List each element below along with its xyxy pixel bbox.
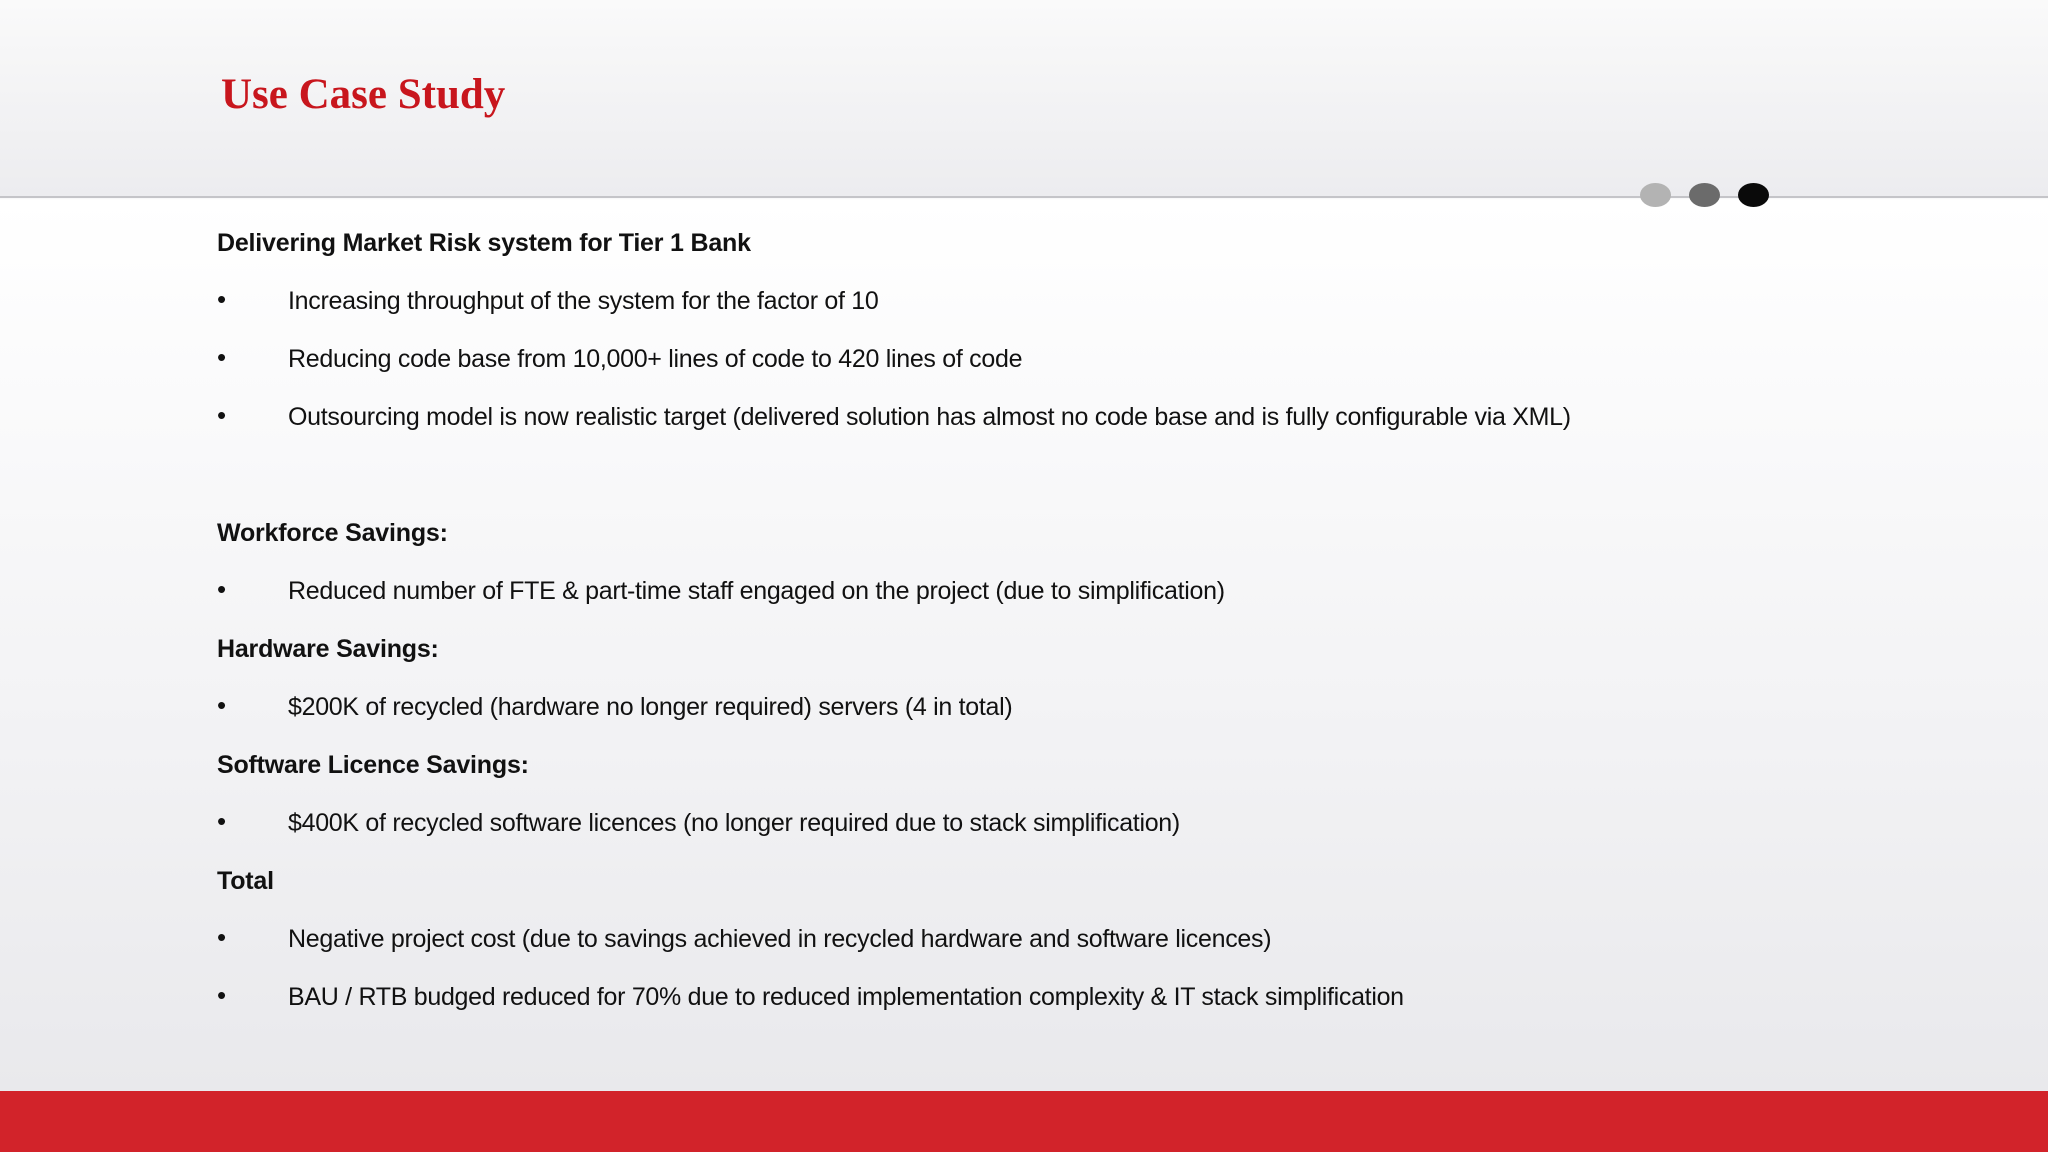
bullet-text: Reduced number of FTE & part-time staff engaged on the project (due to simplification)	[288, 577, 1225, 605]
bullet-icon: •	[217, 400, 227, 430]
bullet-text: $200K of recycled (hardware no longer required) servers (4 in total)	[288, 693, 1013, 721]
bullet-text: $400K of recycled software licences (no longer required due to stack simplification)	[288, 809, 1180, 837]
section-spacer	[217, 457, 1917, 515]
section-heading-market-risk: Delivering Market Risk system for Tier 1 Bank	[217, 229, 751, 257]
bullet-icon: •	[217, 284, 227, 314]
bullet-item	[217, 341, 1917, 399]
bullet-item	[217, 399, 1917, 457]
section-heading-workforce: Workforce Savings:	[217, 519, 448, 547]
bullet-icon: •	[217, 342, 227, 372]
bullet-item	[217, 573, 1917, 631]
bullet-text: Reducing code base from 10,000+ lines of code to 420 lines of code	[288, 345, 1023, 373]
footer-bar	[0, 1091, 2048, 1152]
slide-nav-dots	[1640, 183, 1769, 209]
bullet-icon: •	[217, 574, 227, 604]
section-heading-total: Total	[217, 867, 274, 895]
nav-dot-icon	[1640, 183, 1671, 207]
bullet-text: Increasing throughput of the system for the factor of 10	[288, 287, 879, 315]
bullet-item	[217, 283, 1917, 341]
bullet-text: BAU / RTB budged reduced for 70% due to reduced implementation complexity & IT stack simplification	[288, 983, 1404, 1011]
nav-dot-icon	[1689, 183, 1720, 207]
bullet-icon: •	[217, 922, 227, 952]
bullet-icon: •	[217, 806, 227, 836]
nav-dot-active-icon	[1738, 183, 1769, 207]
bullet-text: Outsourcing model is now realistic target (delivered solution has almost no code base and is fully configurable via XML)	[288, 403, 1571, 431]
bullet-item	[217, 921, 1917, 979]
bullet-item	[217, 805, 1917, 863]
bullet-icon: •	[217, 690, 227, 720]
bullet-item	[217, 979, 1917, 1037]
section-heading-hardware: Hardware Savings:	[217, 635, 439, 663]
bullet-item	[217, 689, 1917, 747]
bullet-text: Negative project cost (due to savings achieved in recycled hardware and software licences)	[288, 925, 1272, 953]
bullet-icon: •	[217, 980, 227, 1010]
section-heading-software-licence: Software Licence Savings:	[217, 751, 529, 779]
slide-body	[217, 225, 1917, 1037]
slide-title: Use Case Study	[221, 71, 506, 118]
